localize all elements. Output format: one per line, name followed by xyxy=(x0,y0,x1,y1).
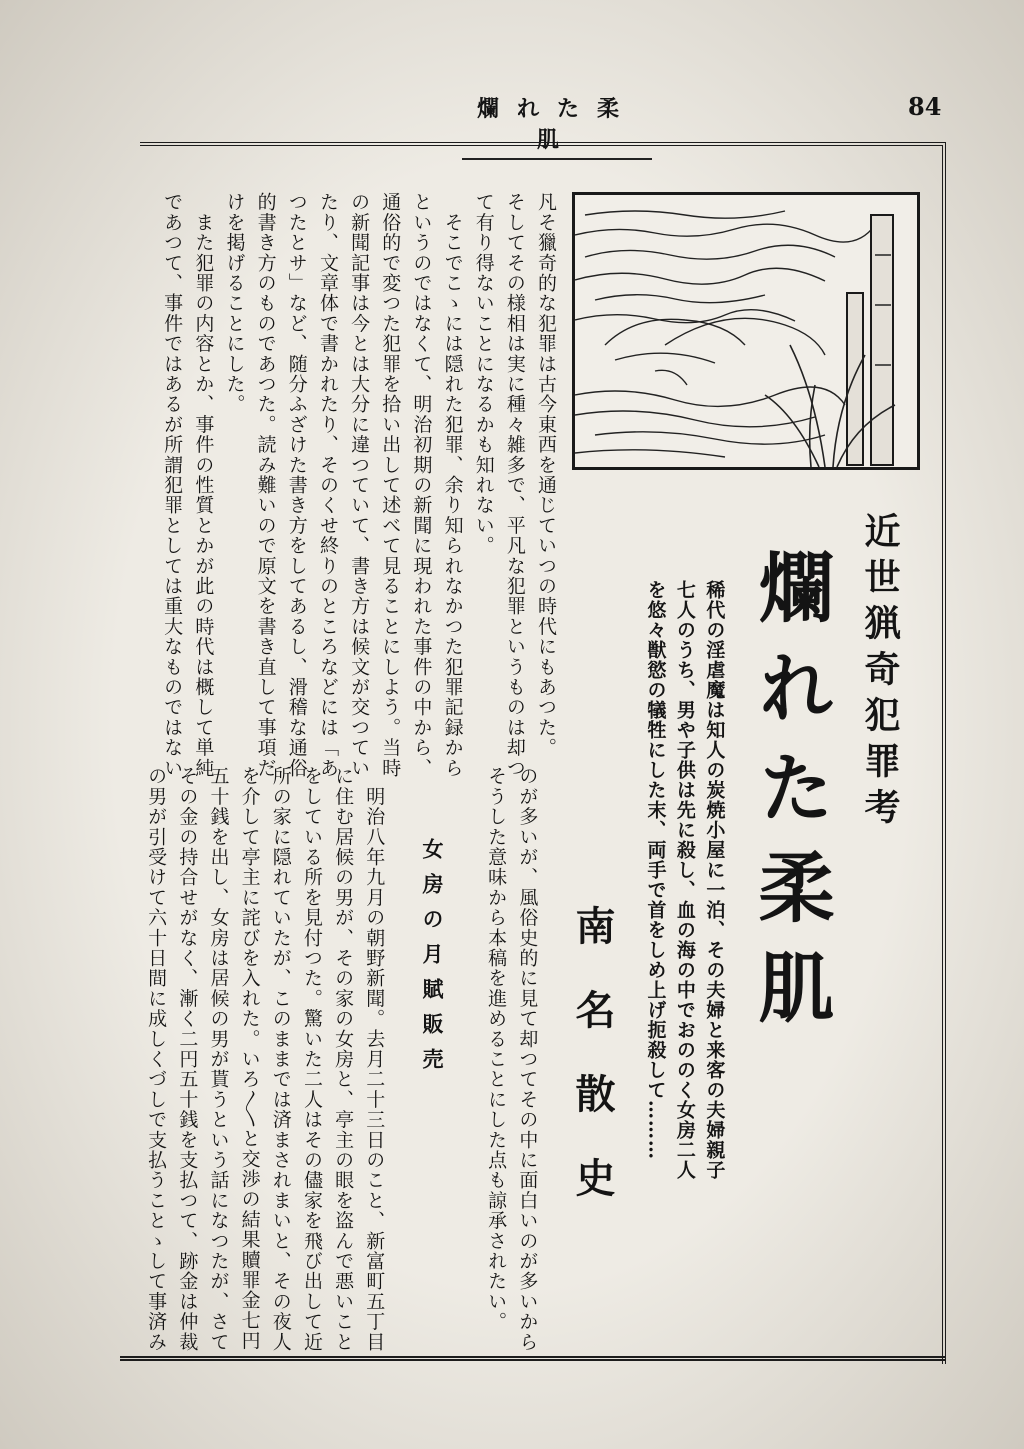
continuation-text: のが多いが、風俗史的に見て却つてその中に面白いのが多いから そうした意味から本稿を進めることにした点も諒承されたい。 xyxy=(485,766,539,1352)
article-title: 爛れた柔肌 xyxy=(746,548,835,1048)
landscape-illustration-drawing xyxy=(575,195,917,467)
running-title: 爛れた柔肌 xyxy=(462,92,652,160)
section-body-text: 明治八年九月の朝野新聞。去月二十三日のこと、新富町五丁目 に住む居候の男が、その家の女房と、亭主の眼を盗んで悪いこと をしている所を見付つた。驚いた二人はその儘家を飛び出して近 所の家に隠れていたが、このままでは済まされまいと、その夜人 を介して亭主に詫びを入れた。いろ〳〵と交渉の結果贖罪金七円 五十銭を出し、女房は居候の男が貰うという話になつたが、さて その金の持合せがなく、漸く二円五十銭を支払つて、跡金は仲裁 の男が引受けて六十日間に成しくづしで支払うことゝして事済み xyxy=(145,766,386,1352)
intro-text: 凡そ獵奇的な犯罪は古今東西を通じていつの時代にもあつた。 そしてその様相は実に種々雑多で、平凡な犯罪というものは却つ て有り得ないことになるかも知れない。 そこでこゝには隠れた犯罪、余り知られなかつた犯罪記録から というのではなくて、明治初期の新聞に現われた事件の中から、 通俗的で変つた犯罪を拾い出して述べて見ることにしよう。当時 の新聞記事は今とは大分に違つていて、書き方は候文が交つてい たり、文章体で書かれたり、そのくせ終りのところなどには「あ つたとサ」など、随分ふざけた書き方をしてあるし、滑稽な通俗 的書き方のものであつた。読み難いので原文を書き直して事項だ けを掲げることにした。 また犯罪の内容とか、事件の性質とかが此の時代は概して単純 であつて、事件ではあるが所謂犯罪としては重大なものではない xyxy=(161,192,558,778)
page-number: 84 xyxy=(908,92,942,121)
article-lead: 稀代の淫虐魔は知人の炭焼小屋に一泊、その夫婦と来客の夫婦親子 七人のうち、男や子供は先に殺し、血の海の中でおののく女房二人 を悠々獣慾の犠牲にした末、両手で首をしめ上げ扼殺して……… xyxy=(644,580,726,1180)
article-frame-bottom-rule xyxy=(120,1356,946,1361)
section-heading: 女房の月賦販売 xyxy=(420,838,445,1083)
article-author: 南名散史 xyxy=(569,905,616,1241)
landscape-illustration xyxy=(572,192,920,470)
series-title: 近世猟奇犯罪考 xyxy=(859,512,901,834)
